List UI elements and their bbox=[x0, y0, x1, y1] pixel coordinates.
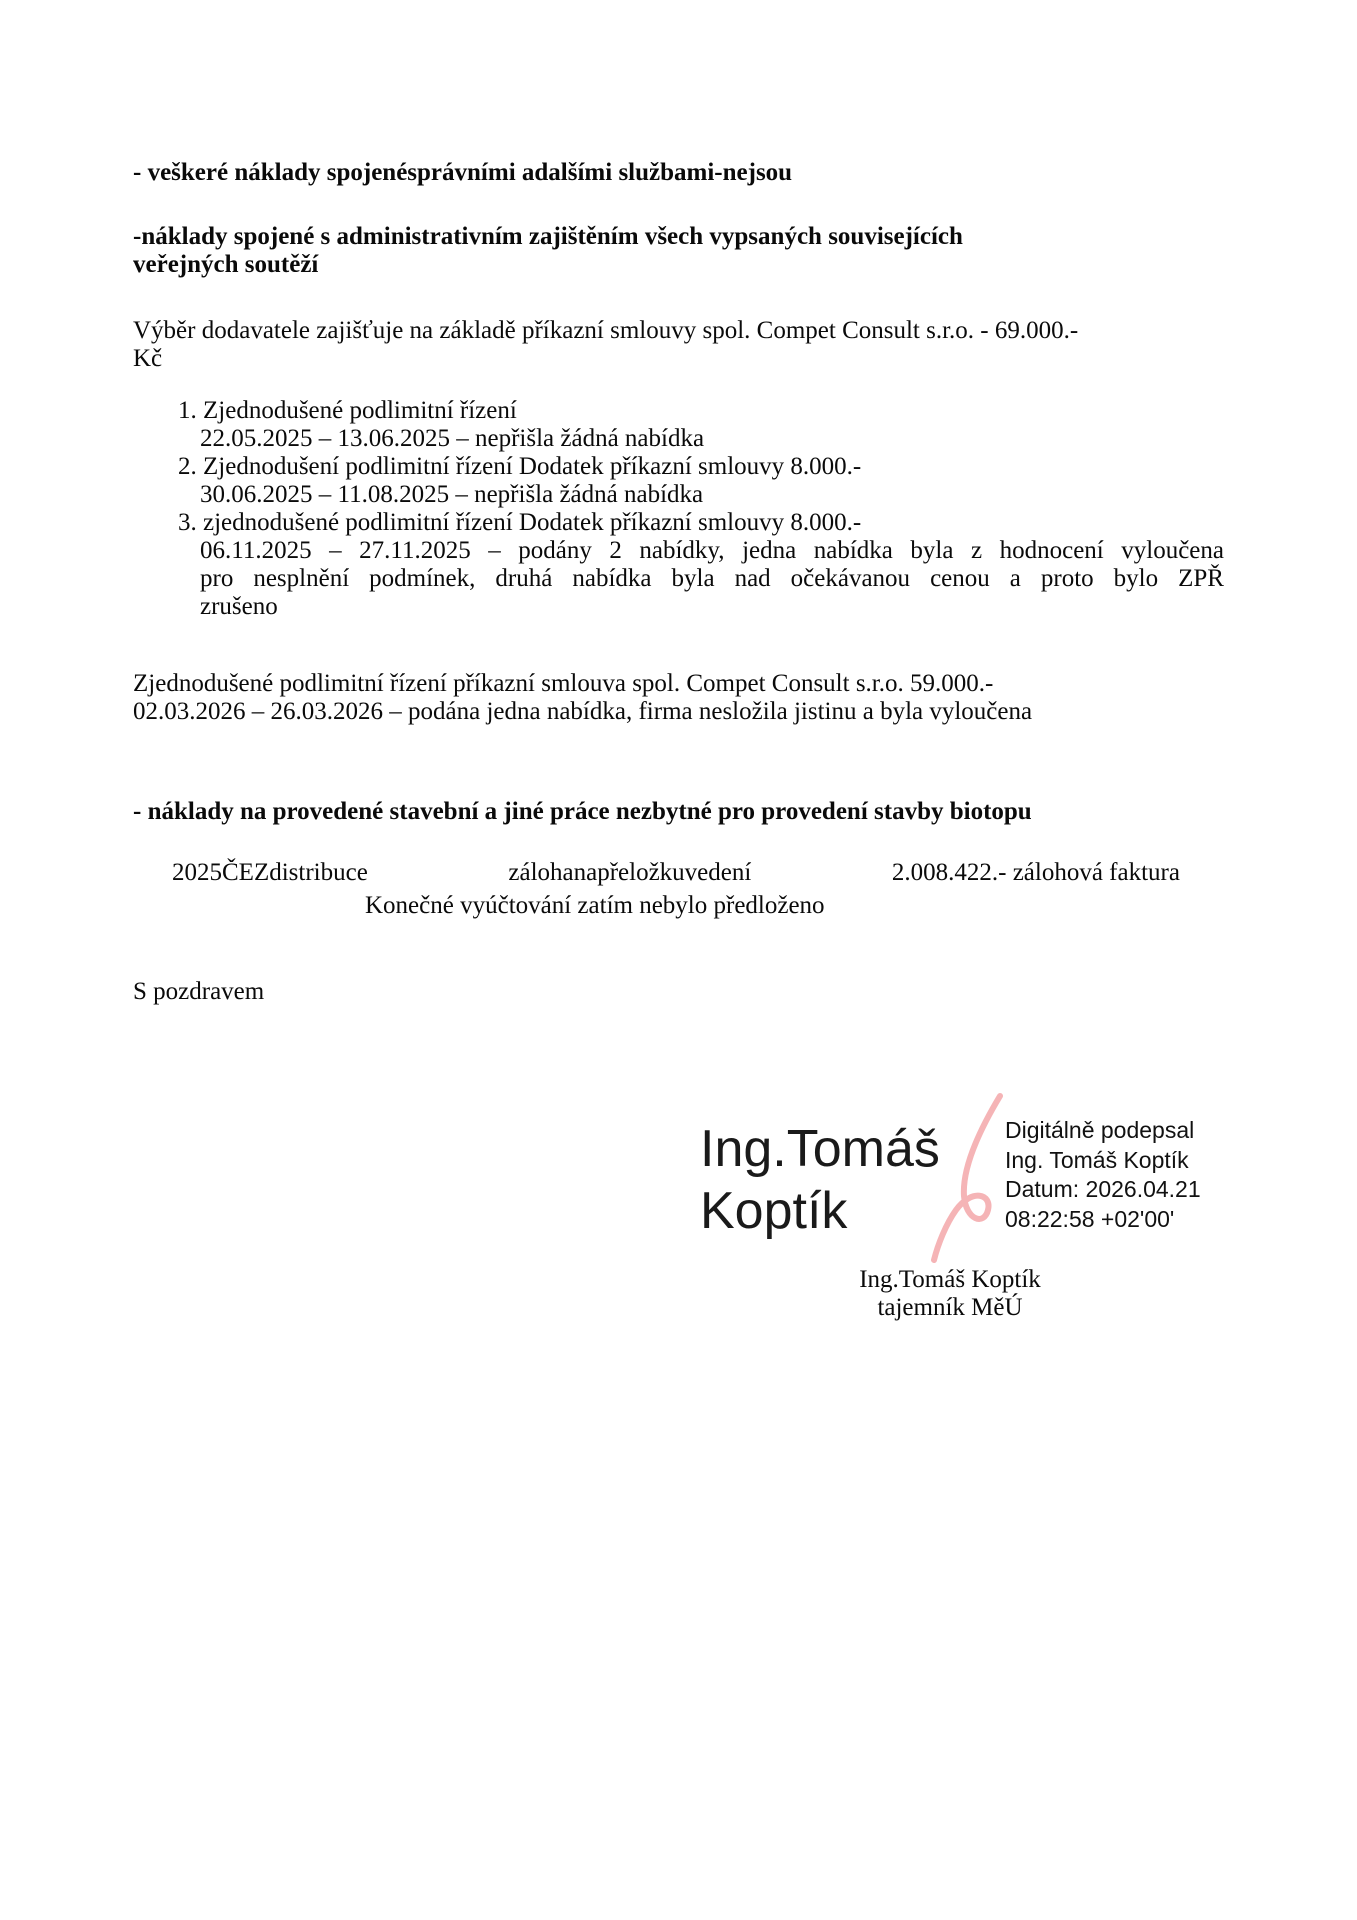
signature-footer-name: Ing.Tomáš Koptík bbox=[859, 1266, 1041, 1293]
list-item-2-title bbox=[133, 453, 1224, 481]
cez-note: Konečné vyúčtování zatím nebylo předloženo bbox=[365, 892, 825, 919]
list-item-2-dates: 30.06.2025 – 11.08.2025 – nepřišla žádná nabídka bbox=[200, 481, 704, 508]
list-item-3-continuation: pro nesplnění podmínek, druhá nabídka byla nad očekávanou cenou a proto bylo ZPŘ bbox=[200, 565, 1224, 592]
cez-amount: 2.008.422.- zálohová faktura bbox=[891, 859, 1180, 886]
bullet-naklady-stavebni bbox=[133, 798, 1224, 826]
signature-footer bbox=[795, 1266, 1105, 1322]
signature-name-large bbox=[700, 1118, 940, 1242]
bullet3-text: - náklady na provedené stavební a jiné práce nezbytné pro provedení stavby biotopu bbox=[133, 798, 1032, 825]
list-item-3-dates: 06.11.2025 – 27.11.2025 – podány 2 nabídky, jedna nabídka byla z hodnocení vyloučena bbox=[200, 537, 1224, 564]
list-item-3-number: 3. bbox=[178, 509, 197, 536]
vyber-line2: Kč bbox=[133, 345, 163, 372]
zjedn-line1: Zjednodušené podlimitní řízení příkazní smlouva spol. Compet Consult s.r.o. 59.000.- bbox=[133, 670, 994, 697]
list-item-3-title bbox=[133, 509, 1224, 537]
signature-name-line1: Ing.Tomáš bbox=[700, 1120, 940, 1178]
list-item-1-title-text: Zjednodušené podlimitní řízení bbox=[203, 397, 517, 424]
list-item-3-end: zrušeno bbox=[200, 593, 278, 620]
paragraph-vyber-dodavatele bbox=[133, 317, 1224, 373]
cez-section bbox=[133, 859, 1224, 920]
signature-details-line2: Ing. Tomáš Koptík bbox=[1005, 1146, 1189, 1173]
cez-row bbox=[172, 859, 1180, 887]
zjedn-line2: 02.03.2026 – 26.03.2026 – podána jedna nabídka, firma nesložila jistinu a byla vyloučena bbox=[133, 698, 1033, 725]
signature-footer-title: tajemník MěÚ bbox=[877, 1294, 1023, 1321]
signature-name-line2: Koptík bbox=[700, 1182, 848, 1240]
tender-list bbox=[133, 397, 1224, 621]
signature-details-line3: Datum: 2026.04.21 bbox=[1005, 1176, 1201, 1202]
list-item-2-number: 2. bbox=[178, 453, 197, 480]
vyber-line1: Výběr dodavatele zajišťuje na základě příkazní smlouvy spol. Compet Consult s.r.o. - 69.000.- bbox=[133, 317, 1079, 344]
bullet-naklady-administrativni bbox=[133, 223, 1224, 279]
closing-text: S pozdravem bbox=[133, 978, 265, 1005]
list-item-1-dates: 22.05.2025 – 13.06.2025 – nepřišla žádná nabídka bbox=[200, 425, 705, 452]
paragraph-zjednodusene-rizeni bbox=[133, 670, 1224, 726]
bullet1-text: - veškeré náklady spojenésprávními adalšími službami-nejsou bbox=[133, 159, 793, 186]
list-item-1-number: 1. bbox=[178, 397, 197, 424]
signature-details-line1: Digitálně podepsal bbox=[1005, 1117, 1195, 1143]
cez-description: zálohanapřeložkuvedení bbox=[508, 859, 752, 886]
closing-line bbox=[133, 978, 1224, 1006]
signature-flourish-svg bbox=[922, 1088, 1017, 1268]
bullet2-line2: veřejných soutěží bbox=[133, 251, 319, 278]
signature-details-line4: 08:22:58 +02'00' bbox=[1005, 1205, 1175, 1232]
signature-flourish-icon bbox=[922, 1088, 1017, 1273]
list-item-1-title bbox=[133, 397, 1224, 425]
list-item-2-title-text: Zjednodušení podlimitní řízení Dodatek příkazní smlouvy 8.000.- bbox=[203, 453, 862, 480]
cez-year-company: 2025ČEZdistribuce bbox=[172, 859, 368, 886]
bullet2-line1: -náklady spojené s administrativním zajištěním všech vypsaných souvisejících bbox=[133, 223, 963, 250]
list-item-3-title-text: zjednodušené podlimitní řízení Dodatek příkazní smlouvy 8.000.- bbox=[203, 509, 862, 536]
signature-details bbox=[1005, 1116, 1201, 1234]
bullet-veskere-naklady bbox=[133, 159, 1224, 187]
